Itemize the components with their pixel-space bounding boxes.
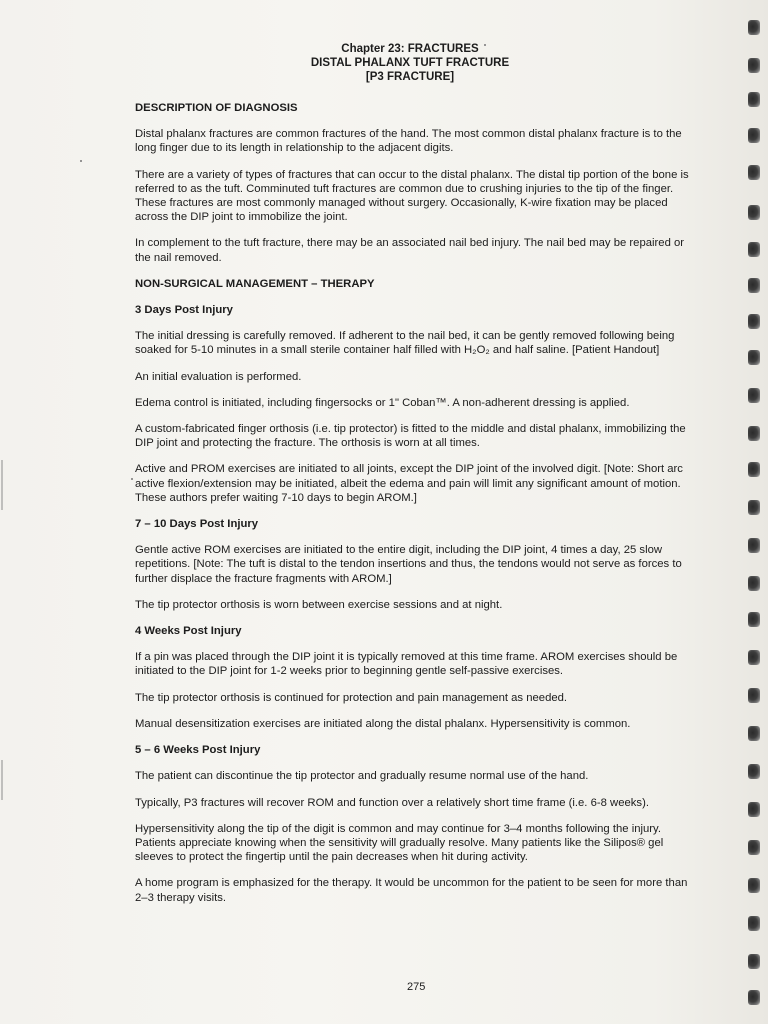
binding-hole-icon [748,462,760,477]
subheading: 5 – 6 Weeks Post Injury [135,744,261,757]
binding-hole-icon [748,878,760,893]
binding-hole-icon [748,350,760,365]
spiral-binding [732,0,768,1024]
chapter-title [0,42,768,84]
paragraph: The initial dressing is carefully removed. If adherent to the nail bed, it can be gently removed following being soaked for 5-10 minutes in a small sterile container half filled with H₂O₂ and half saline. [Patient Handout] [135,330,675,357]
paragraph: A custom-fabricated finger orthosis (i.e. tip protector) is fitted to the middle and distal phalanx, immobilizing the DIP joint and protecting the fracture. The orthosis is worn at all times. [135,423,686,450]
binding-hole-icon [748,20,760,35]
binding-hole-icon [748,990,760,1005]
title-line-chapter: Chapter 23: FRACTURES [341,43,479,55]
section-heading: DESCRIPTION OF DIAGNOSIS [135,102,298,114]
subheading: 7 – 10 Days Post Injury [135,518,259,531]
section-4-weeks [135,624,690,731]
binding-hole-icon [748,242,760,257]
paragraph: Active and PROM exercises are initiated to all joints, except the DIP joint of the involved digit. [Note: Short arc active flexion/extension may be initiated, albeit the edema and pain will limit any significant amount of motion. These authors prefer waiting 7-10 days to begin AROM.] [135,463,683,504]
binding-hole-icon [748,802,760,817]
section-description [135,101,690,265]
paragraph: A home program is emphasized for the therapy. It would be uncommon for the patient to be seen for more than 2–3 therapy visits. [135,877,688,904]
subheading: 4 Weeks Post Injury [135,625,242,638]
binding-hole-icon [748,764,760,779]
paragraph: Edema control is initiated, including fingersocks or 1" Coban™. A non-adherent dressing is applied. [135,396,630,409]
section-7-10-days [135,517,690,612]
binding-hole-icon [748,726,760,741]
scan-edge-mark [1,460,3,510]
paragraph: If a pin was placed through the DIP joint it is typically removed at this time frame. AROM exercises should be initiated to the DIP joint for 1-2 weeks prior to beginning gentle self-passive exercises. [135,651,678,678]
binding-hole-icon [748,840,760,855]
scan-speck [80,160,82,162]
binding-hole-icon [748,128,760,143]
binding-hole-icon [748,650,760,665]
subheading: 3 Days Post Injury [135,304,233,317]
paragraph: Hypersensitivity along the tip of the digit is common and may continue for 3–4 months following the injury. Patients appreciate knowing when the sensitivity will gradually resolve. Many patients like the Silipos® gel sleeves to protect the fingertip until the pain decreases when hit during activity. [135,822,664,864]
binding-hole-icon [748,688,760,703]
paragraph: Manual desensitization exercises are initiated along the distal phalanx. Hypersensitivity is common. [135,717,631,730]
binding-hole-icon [748,388,760,403]
binding-hole-icon [748,278,760,293]
binding-hole-icon [748,954,760,969]
document-body [135,101,690,917]
paragraph: Gentle active ROM exercises are initiated to the entire digit, including the DIP joint, 4 times a day, 25 slow repetitions. [Note: The tuft is distal to the tendon insertions and thus, the tendons would not serve as forces to further displace the fracture fragments with AROM.] [135,544,682,585]
scan-edge-mark [1,760,3,800]
paragraph: Typically, P3 fractures will recover ROM and function over a relatively short time frame (i.e. 6-8 weeks). [135,796,649,809]
binding-hole-icon [748,165,760,180]
binding-hole-icon [748,576,760,591]
binding-hole-icon [748,916,760,931]
paragraph: The tip protector orthosis is worn between exercise sessions and at night. [135,598,503,611]
section-non-surgical [135,277,690,505]
paragraph: The patient can discontinue the tip protector and gradually resume normal use of the hand. [135,770,589,783]
binding-hole-icon [748,314,760,329]
page-number: 275 [407,981,426,993]
binding-hole-icon [748,612,760,627]
paragraph: An initial evaluation is performed. [135,370,302,383]
paragraph: Distal phalanx fractures are common fractures of the hand. The most common distal phalanx fracture is to the long finger due to its length in relationship to the adjacent digits. [135,128,682,155]
binding-hole-icon [748,205,760,220]
paragraph: In complement to the tuft fracture, there may be an associated nail bed injury. The nail bed may be repaired or the nail removed. [135,237,685,264]
scan-speck [131,478,133,480]
binding-hole-icon [748,538,760,553]
title-line-p3: [P3 FRACTURE] [365,71,455,83]
title-line-fracture: DISTAL PHALANX TUFT FRACTURE [310,57,510,69]
paragraph: There are a variety of types of fractures that can occur to the distal phalanx. The distal tip portion of the bone is referred to as the tuft. Comminuted tuft fractures are common due to crushing injuries to the tip of the finger. These fractures are most commonly managed without surgery. Occasionally, K-wire fixation may be placed across the DIP joint to immobilize the joint. [135,168,689,224]
paragraph: The tip protector orthosis is continued for protection and pain management as needed. [135,691,568,704]
section-heading: NON-SURGICAL MANAGEMENT – THERAPY [135,277,375,290]
binding-hole-icon [748,58,760,73]
section-5-6-weeks [135,743,690,905]
binding-hole-icon [748,92,760,107]
binding-hole-icon [748,500,760,515]
binding-hole-icon [748,426,760,441]
